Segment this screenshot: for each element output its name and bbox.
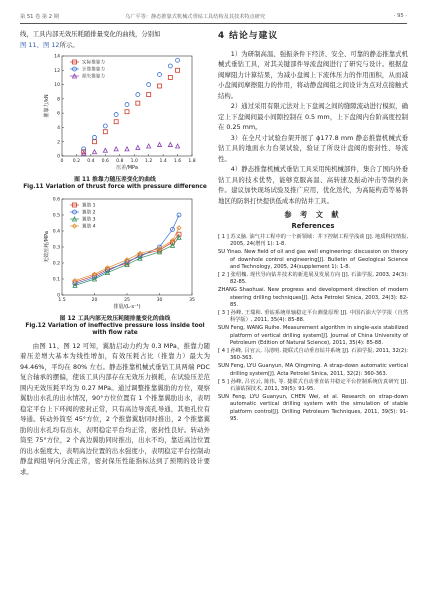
y-tick-label: 0 (57, 154, 60, 160)
x-axis-label: 排量/(L·s⁻¹) (113, 303, 141, 310)
x-tick-label: 0.8 (116, 159, 124, 164)
x-tick-label: 20 (91, 297, 98, 303)
x-tick-label: 1.6 (173, 159, 182, 164)
left-column (20, 29, 210, 477)
data-point (93, 150, 97, 154)
data-point (125, 110, 129, 114)
figure-reference-link[interactable]: 图 11、图 12 (20, 40, 60, 49)
fig11-caption-en: Fig.11 Variation of thrust force with pressure difference (23, 184, 207, 190)
legend-label: 翼肋 1 (82, 203, 96, 209)
data-point (158, 73, 162, 77)
legend-label: 损失推靠力 (82, 74, 105, 80)
y-tick-label: 4 (57, 126, 60, 132)
x-tick-label: 0.6 (101, 159, 109, 164)
reference-number: [ 2 ] (218, 272, 231, 279)
data-point (103, 124, 107, 128)
x-tick-label: 1.4 (159, 159, 167, 164)
x-tick-label: 0.2 (72, 159, 81, 164)
reference-number: [ 1 ] (218, 234, 231, 240)
x-tick-label: 1.8 (188, 159, 196, 164)
x-axis-label: 压差/MPa (116, 165, 138, 171)
reference-number: [ 5 ] (218, 378, 231, 385)
x-tick-label: 35 (189, 297, 195, 303)
data-point (158, 143, 162, 147)
data-point (136, 101, 140, 105)
chart-fig12 (32, 195, 202, 315)
reference-entry (218, 363, 408, 377)
page-number: · 95 · (393, 13, 407, 19)
y-tick-label: 2 (57, 140, 60, 146)
figure-12 (32, 195, 210, 315)
conclusion-2: 2）通过采用有限元法对上下盘阀之间的缝隙流动进行模拟，确定上下盘阀间最小间隙控制在 0.5 mm，上下盘阀内台阶高度控制在 0.25 mm。 (218, 102, 408, 131)
x-tick-label: 0 (60, 159, 64, 164)
y-tick-label: 0.1 (52, 277, 60, 283)
legend-label: 翼肋 3 (82, 217, 96, 223)
data-point (176, 68, 180, 72)
y-axis-label: 推靠力/kN (44, 94, 50, 118)
intro-text-end: 所示。 (59, 40, 79, 49)
figure-11 (32, 52, 210, 176)
reference-text: SUN Feng, WANG Ruihe. Measurement algorithm in single-axis stabilized platform of vertical drilling system[J]. Journal of China University of Petroleum (Edition of Natural Science), 2011, 35(4): 85-88. (218, 325, 408, 346)
header-rule (20, 23, 407, 24)
y-tick-label: 0.6 (52, 197, 60, 203)
data-point (147, 144, 151, 148)
y-tick-label: 0.4 (52, 229, 60, 235)
fig11-caption-cn: 图 11 推靠力随压差变化的曲线 (74, 177, 156, 183)
data-point (103, 130, 107, 134)
data-point (158, 84, 162, 88)
intro-text: 线，工具内部无效压耗随排量变化的曲线，分别如 (20, 30, 161, 38)
data-point (93, 135, 97, 139)
data-point (114, 113, 118, 117)
x-tick-label: 0.4 (87, 159, 95, 164)
reference-entry (218, 272, 408, 286)
y-tick-label: 8 (57, 97, 60, 103)
legend-label: 实际推靠力 (82, 60, 105, 66)
y-tick-label: 12 (54, 68, 60, 74)
fig12-caption-en: Fig.12 Variation of ineffective pressure loss inside tool with flow rate (25, 322, 205, 336)
y-tick-label: 0.2 (52, 261, 60, 267)
reference-entry (218, 348, 408, 362)
conclusion-4: 4）静态推靠机械式垂钻工具采用纯机械部件，集合了国内外垂钻工具的技术优势，能够克服高温、高转速及振动冲击等制约条件。建议加快现场试验及推广应用，优化迭代，为高陡构造等易斜地区的防斜打快提供低成本的钻井工具。 (218, 165, 408, 205)
reference-text: 孙峰, 吕官云, 马清明. 捷联式自动垂直钻井系统 [J]. 石油学报, 2011, 32(2): 360-363. (230, 348, 409, 362)
references-heading-en: References (291, 221, 335, 230)
data-point (114, 147, 118, 151)
reference-entry (218, 379, 408, 393)
y-tick-label: 10 (54, 83, 60, 89)
reference-text: SUN Feng, LYU Guanyun, CHEN Wei, et al. Research on strap-down automatic vertical drilling system with the simulation of stable platform control[J]. Drilling Petroleum Techniques, 2011, 39(5): 91-95. (218, 394, 408, 422)
reference-entry (218, 394, 408, 423)
fig12-caption-cn: 图 12 工具内部无效压耗随排量变化的曲线 (59, 315, 171, 322)
conclusion-1: 1）为研制高温、强振条件下经济、安全、可靠的静态推靠式机械式垂钻工具，对其关键部件导流盘阀进行了研究与设计。根据盘阀摩阻力计算结果，为减小盘阀上下流体压力的作用面积，从而减小盘阀间摩擦阻力的作用，将动静盘阀组之间设计为点对点接触式结构。 (218, 49, 408, 100)
x-tick-label: 1.5 (58, 297, 66, 303)
data-point (168, 143, 172, 147)
legend-label: 计算推靠力 (82, 67, 105, 73)
data-point (103, 148, 107, 152)
x-tick-label: 1.2 (145, 159, 153, 164)
y-tick-label: 0 (57, 293, 60, 299)
right-column (218, 29, 408, 424)
journal-issue: 第 51 卷 第 2 期 (20, 14, 59, 20)
series-line (75, 227, 179, 280)
reference-text: SUN Feng, LYU Guanyun, MA Qingming. A strap-down automatic vertical drilling system[J]. Acta Petrolei Sinica, 2011, 32(2): 360-363. (218, 363, 408, 377)
legend-label: 翼肋 4 (82, 224, 96, 230)
references-list (218, 234, 408, 423)
reference-entry (218, 234, 408, 248)
running-header (20, 13, 407, 22)
data-point (136, 145, 140, 149)
data-point (176, 58, 180, 62)
reference-text: 孙峰, 吕官云, 陈伟, 等. 捷联式自动垂直钻井稳定平台控制系统仿真研究 [J]. 石油钻探技术, 2011, 39(5): 91-95. (230, 378, 408, 393)
conclusion-3: 3）在全尺寸试验台架开展了 ϕ177.8 mm 静态推靠机械式垂钻工具的地面水力台架试验，验证了所设计盘阀的密封性、导流性。 (218, 133, 408, 163)
data-point (168, 64, 172, 68)
y-axis-label: 无效压耗/MPa (44, 230, 50, 263)
y-tick-label: 0.3 (52, 245, 60, 251)
section-heading-conclusions: 4 结论与建议 (218, 31, 279, 41)
reference-entry (218, 325, 408, 347)
data-point (93, 140, 97, 144)
x-tick-label: 1.0 (130, 159, 138, 164)
reference-text: SU Yinao. New field of oil and gas well engineering: discussion on theory of downhole control engineering[J]. Bulletin of Geological Science and Technology, 2005, 24(supplement 1): 1-8. (218, 249, 408, 270)
reference-text: 张绍槐. 现代导向钻井技术的新进展及发展方向 [J]. 石油学报, 2003, 24(3): 82-85. (230, 272, 409, 286)
data-point (136, 93, 140, 97)
data-point (176, 144, 180, 148)
reference-entry (218, 287, 408, 309)
reference-text: ZHANG Shaohuai. New progress and development direction of modern steering drilling techniques[J]. Acta Petrolei Sinica, 2003, 24(3): 82-85. (218, 287, 408, 308)
x-tick-label: 30 (156, 297, 163, 303)
x-tick-label: 25 (124, 297, 130, 303)
data-point (168, 75, 172, 79)
running-title: 乌广平等：静态推靠式机械式垂钻工具结构及其技术特点研究 (125, 14, 266, 20)
reference-number: [ 3 ] (218, 310, 231, 317)
reference-entry (218, 310, 408, 324)
legend-label: 翼肋 2 (82, 210, 96, 216)
intro-line (20, 29, 210, 40)
data-point (147, 83, 151, 87)
reference-text: 孙峰, 王瑞和. 垂钻系统单轴稳定平台测量原理 [J]. 中国石油大学学报（自然科学版）, 2011, 35(4): 85-88. (230, 310, 409, 324)
data-point (125, 147, 129, 151)
data-point (82, 151, 86, 155)
data-point (114, 120, 118, 124)
y-tick-label: 6 (57, 111, 60, 117)
chart-fig11 (32, 52, 202, 176)
reference-entry (218, 249, 408, 271)
y-tick-label: 14 (54, 54, 60, 60)
data-point (147, 93, 151, 97)
intro-line-2 (20, 40, 210, 51)
reference-text: 苏义脑. 油气井工程中的一个新领域：井下控制工程学浅谈 [J]. 地质科技情报, 2005, 24(增刊 1): 1-8. (230, 234, 408, 248)
discussion-paragraph: 由图 11、图 12 可知，翼肋启动力约为 0.3 MPa，推靠力随着压差增大基本为线性增加，有效压耗占比（推靠力）最大为 94.46%，平均在 80% 左右。静态推靠机械式垂钻工具两端 PDC 复合轴承的摆偏，使该工具内部存在无效压力损耗，在试验压差范围内无效压耗平均为 0.27 MPa。通过调整推靠翼肋的方位，观察翼肋出水孔的出水情况，90°方位位置有 1 个推靠翼肋出水，表明稳定平台上下环阀的密封正常，只有高边导流孔导通，其他孔位有导通。转动外筒至 45°方位，2 个推靠翼肋同时推出，2 个推靠翼肋的出水孔均有出水，表明稳定平台均正常，密封性良好。转动外筒至 75°方位，2 个高边翼肋同时推出，出水不均，靠近高边位置的出水强度大，表明高边位置的出水强度小，表明稳定平台控制动静盘阀组导向分流正常，密封保压性能指标达到了预期的设计要求。 (20, 341, 210, 476)
reference-number: [ 4 ] (218, 348, 231, 355)
data-point (125, 103, 129, 107)
y-tick-label: 0.5 (52, 213, 60, 219)
references-heading-cn: 参 考 文 献 (284, 210, 342, 219)
